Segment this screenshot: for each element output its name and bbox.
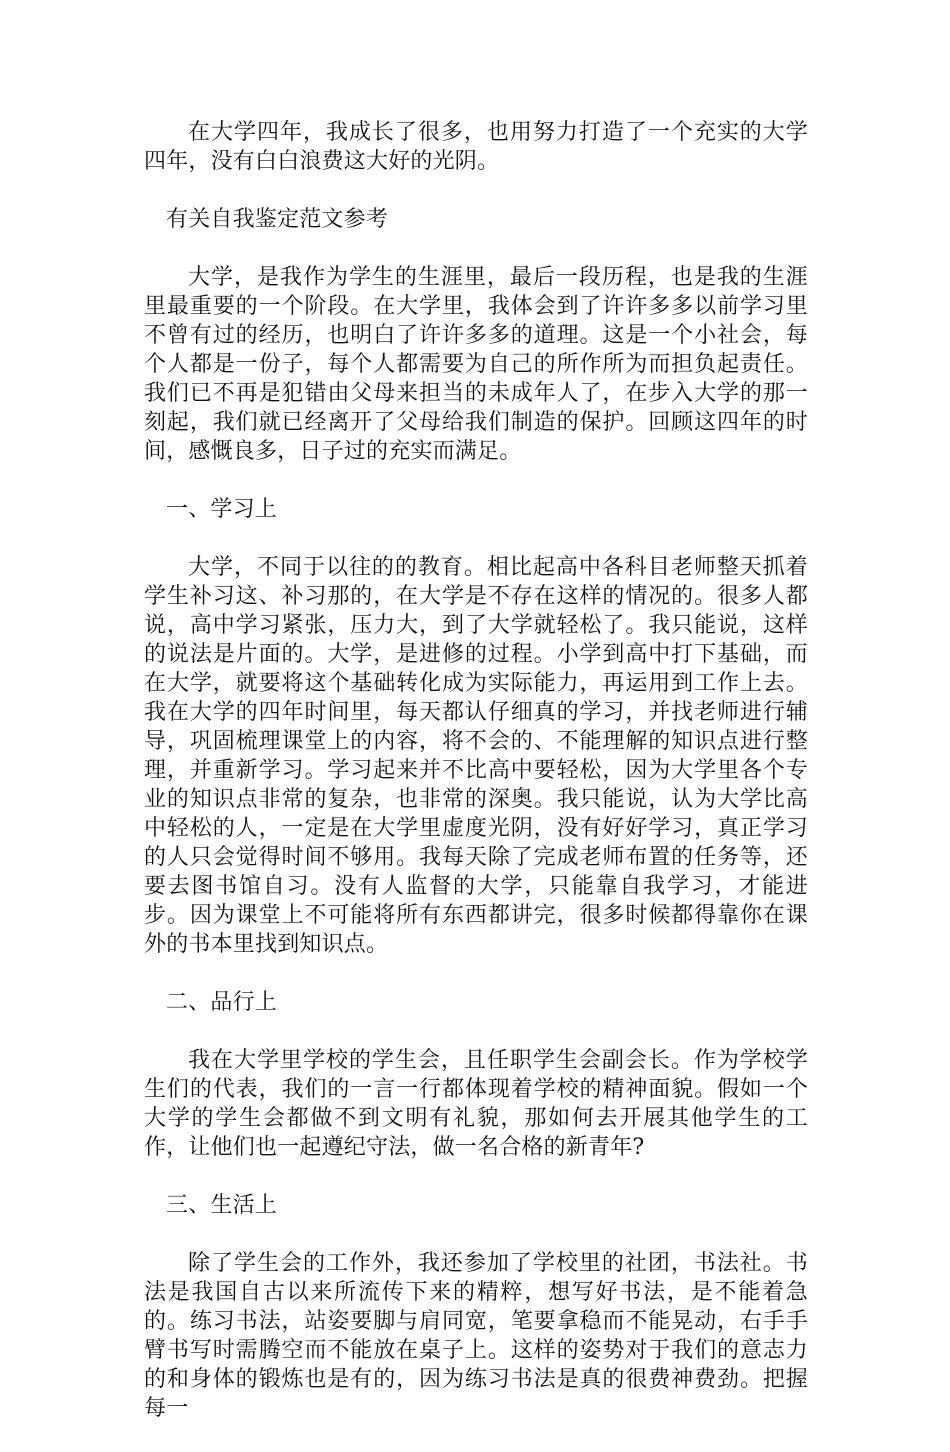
paragraph-conduct: 我在大学里学校的学生会，且任职学生会副会长。作为学校学生们的代表，我们的一言一行都体现着学校的精神面貌。假如一个大学的学生会都做不到文明有礼貌，那如何去开展其他学生的工作，让他们也一起遵纪守法，做一名合格的新青年? [144, 1048, 808, 1160]
paragraph-overview: 大学，是我作为学生的生涯里，最后一段历程，也是我的生涯里最重要的一个阶段。在大学里，我体会到了许许多多以前学习里不曾有过的经历，也明白了许许多多的道理。这是一个小社会，每个人都是一份子，每个人都需要为自己的所作所为而担负起责任。我们已不再是犯错由父母来担当的未成年人了，在步入大学的那一刻起，我们就已经离开了父母给我们制造的保护。回顾这四年的时间，感慨良多，日子过的充实而满足。 [144, 265, 808, 464]
intro-paragraph: 在大学四年，我成长了很多，也用努力打造了一个充实的大学四年，没有白白浪费这大好的光阴。 [144, 120, 808, 174]
section-heading-study: 一、学习上 [166, 497, 278, 522]
document-title: 有关自我鉴定范文参考 [166, 207, 389, 232]
section-heading-conduct: 二、品行上 [166, 990, 278, 1015]
paragraph-study: 大学，不同于以往的的教育。相比起高中各科目老师整天抓着学生补习这、补习那的，在大学是不存在这样的情况的。很多人都说，高中学习紧张，压力大，到了大学就轻松了。我只能说，这样的说法是片面的。大学，是进修的过程。小学到高中打下基础，而在大学，就要将这个基础转化成为实际能力，再运用到工作上去。我在大学的四年时间里，每天都认仔细真的学习，并找老师进行辅导，巩固梳理课堂上的内容，将不会的、不能理解的知识点进行整理，并重新学习。学习起来并不比高中要轻松，因为大学里各个专业的知识点非常的复杂，也非常的深奥。我只能说，认为大学比高中轻松的人，一定是在大学里虚度光阴，没有好好学习，真正学习的人只会觉得时间不够用。我每天除了完成老师布置的任务等，还要去图书馆自习。没有人监督的大学，只能靠自我学习，才能进步。因为课堂上不可能将所有东西都讲完，很多时候都得靠你在课外的书本里找到知识点。 [144, 555, 808, 957]
section-heading-life: 三、生活上 [166, 1193, 278, 1218]
document-body [144, 118, 808, 1452]
paragraph-life: 除了学生会的工作外，我还参加了学校里的社团，书法社。书法是我国自古以来所流传下来的精粹，想写好书法，是不能着急的。练习书法，站姿要脚与肩同宽，笔要拿稳而不能晃动，右手手臂书写时需腾空而不能放在桌子上。这样的姿势对于我们的意志力的和身体的锻炼也是有的，因为练习书法是真的很费神费劲。把握每一 [144, 1251, 808, 1421]
